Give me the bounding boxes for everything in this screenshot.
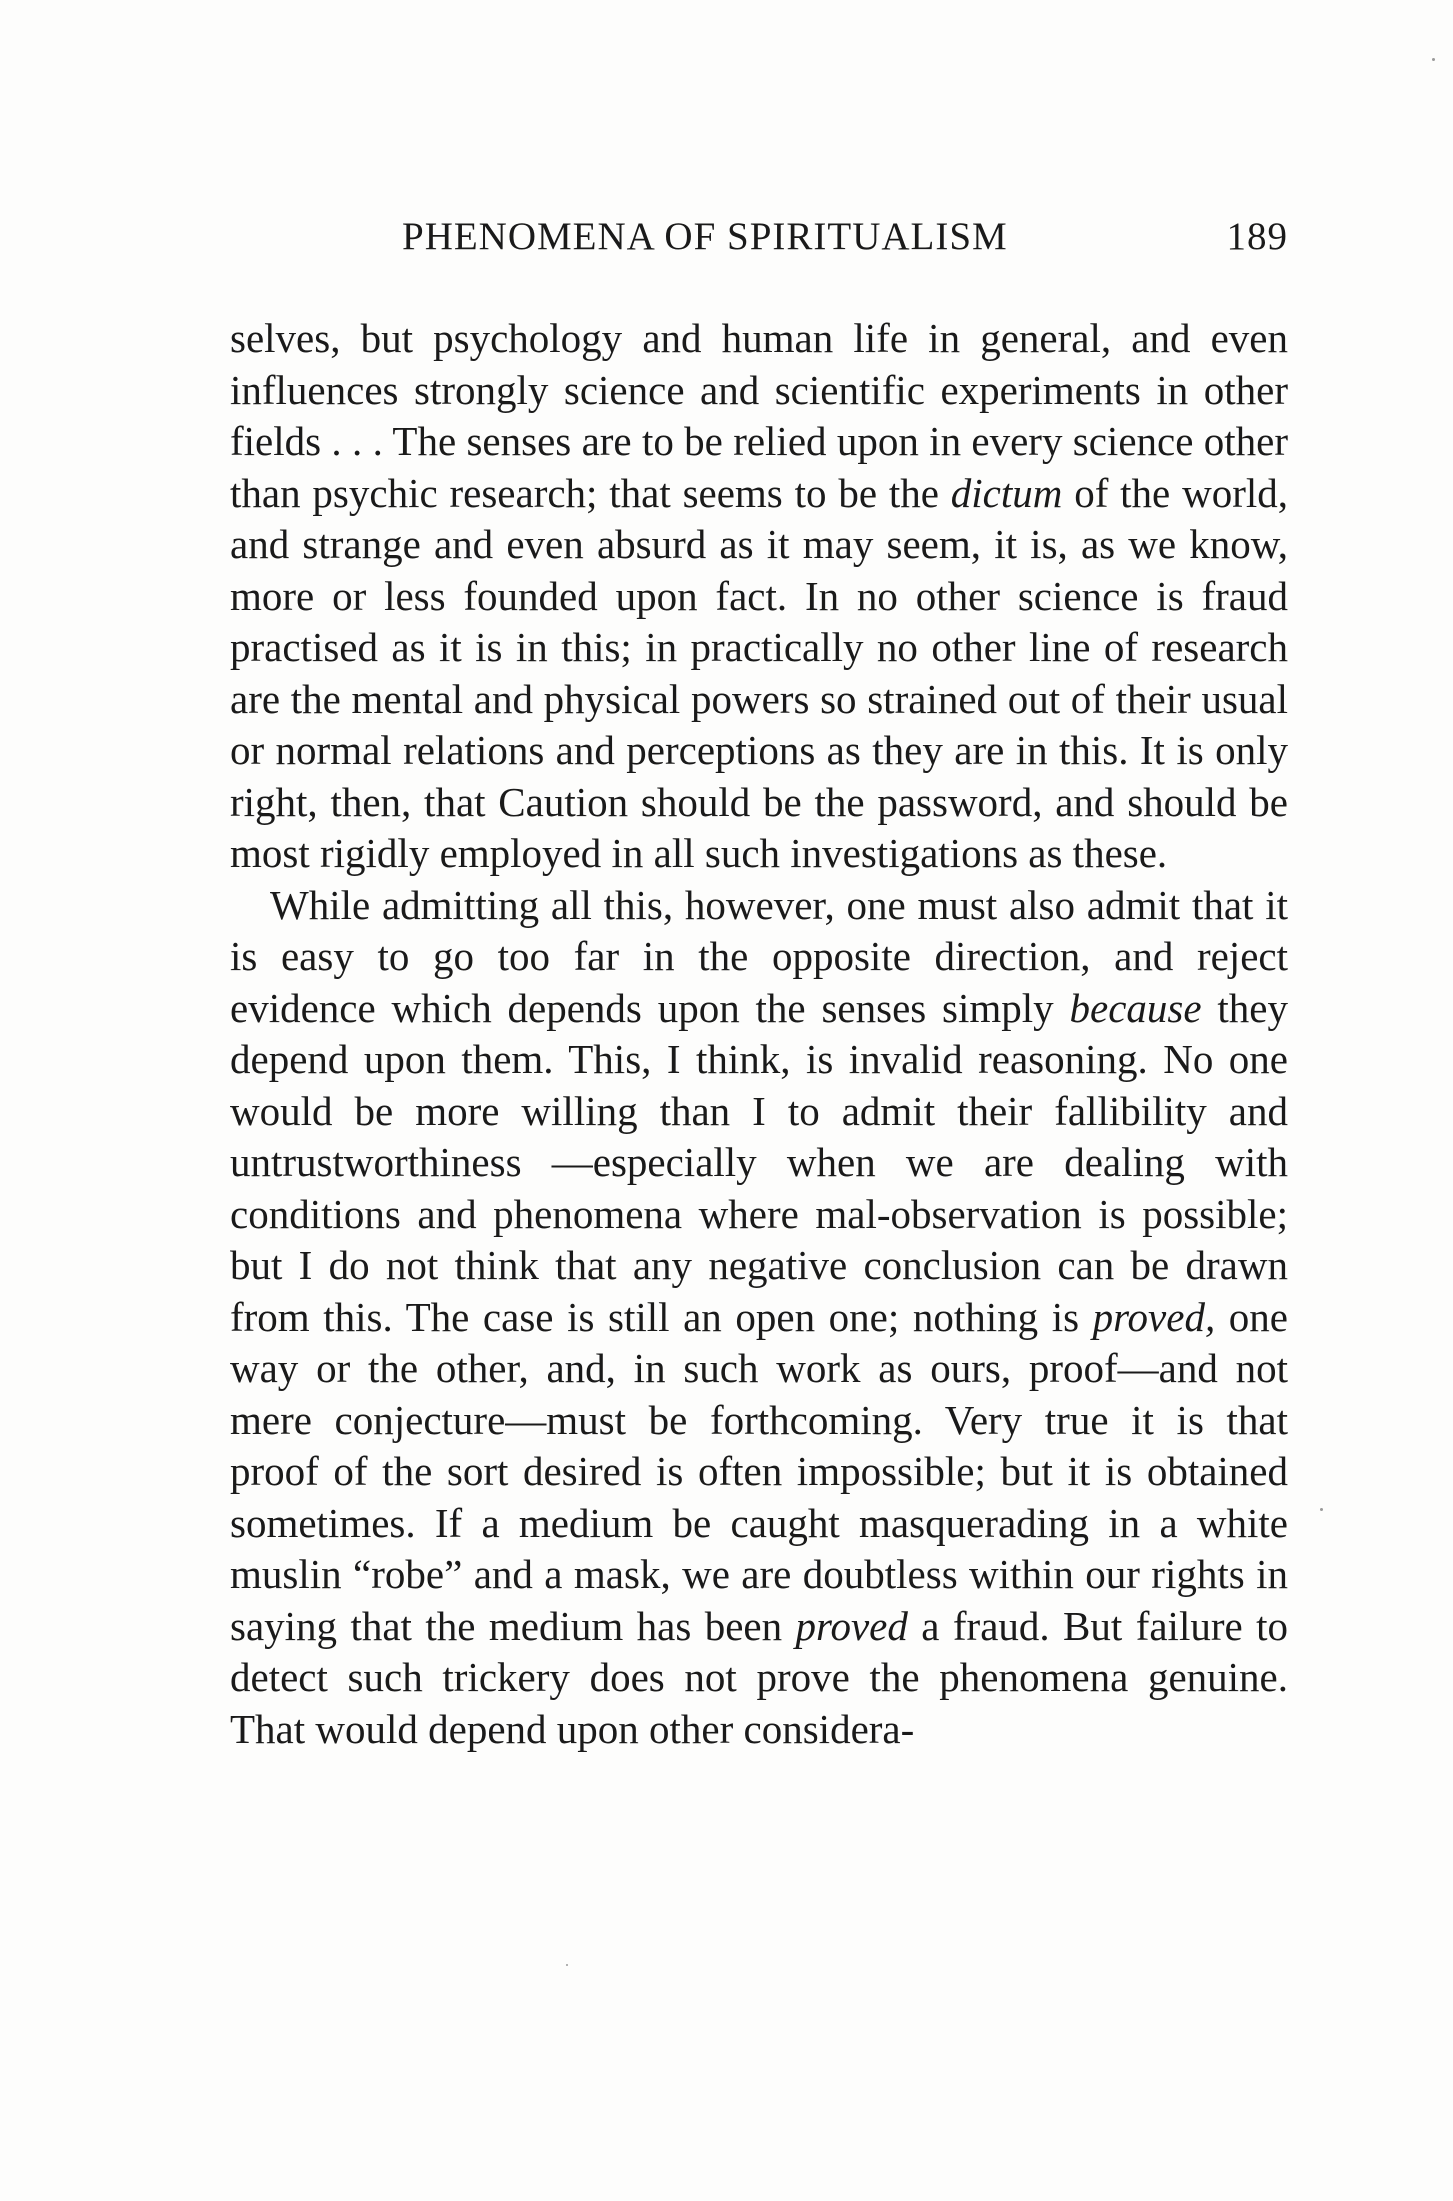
italic-text-segment: proved — [795, 1602, 908, 1649]
paragraph — [230, 313, 1288, 880]
page-number: 189 — [1226, 215, 1288, 258]
paper-speck — [566, 1964, 568, 1966]
italic-text-segment: proved, — [1092, 1293, 1216, 1340]
text-segment: While admitting all this, however, one must also admit that it is easy to go too far in the opposite direction, and reject evidence which depends upon the senses simply — [230, 881, 1288, 1031]
italic-text-segment: dictum — [950, 469, 1063, 516]
paper-speck — [1320, 1508, 1323, 1511]
paragraph — [230, 880, 1288, 1756]
running-head — [402, 214, 1288, 274]
text-segment: they depend upon them. This, I think, is invalid reasoning. No one would be more willing than I to admit their fallibility and untrustworthiness —especially when we are dealing with conditions and phenomena where mal-observation is possible; but I do not think that any negative conclusion can be drawn from this. The case is still an open one; nothing is — [230, 984, 1288, 1340]
paper-speck — [1432, 58, 1435, 61]
text-segment: selves, but psychology and human life in general, and even influences strongly science and scientific experiments in other fields . . . The senses are to be relied upon in every science other than psychic research; that seems to be the — [230, 315, 1288, 516]
running-title: PHENOMENA OF SPIRITUALISM — [402, 215, 1008, 258]
text-segment: of the world, and strange and even absurd as it may seem, it is, as we know, more or less founded upon fact. In no other science is fraud practised as it is in this; in practically no other line of research are the mental and physical powers so strained out of their usual or normal relations and perceptions as they are in this. It is only right, then, that Caution should be the password, and should be most rigidly employed in all such investigations as these. — [230, 469, 1288, 876]
text-segment: one way or the other, and, in such work as ours, proof—and not mere conjecture—must be forthcoming. Very true it is that proof of the sort desired is often impossible; but it is obtained sometimes. If a medium be caught masquerading in a white muslin “robe” and a mask, we are doubtless within our rights in saying that the medium has been — [230, 1293, 1288, 1649]
body-text — [230, 313, 1288, 1755]
italic-text-segment: because — [1069, 984, 1202, 1031]
text-segment: a fraud. But failure to detect such trickery does not prove the phenomena genuine. That would depend upon other considera- — [230, 1602, 1288, 1752]
